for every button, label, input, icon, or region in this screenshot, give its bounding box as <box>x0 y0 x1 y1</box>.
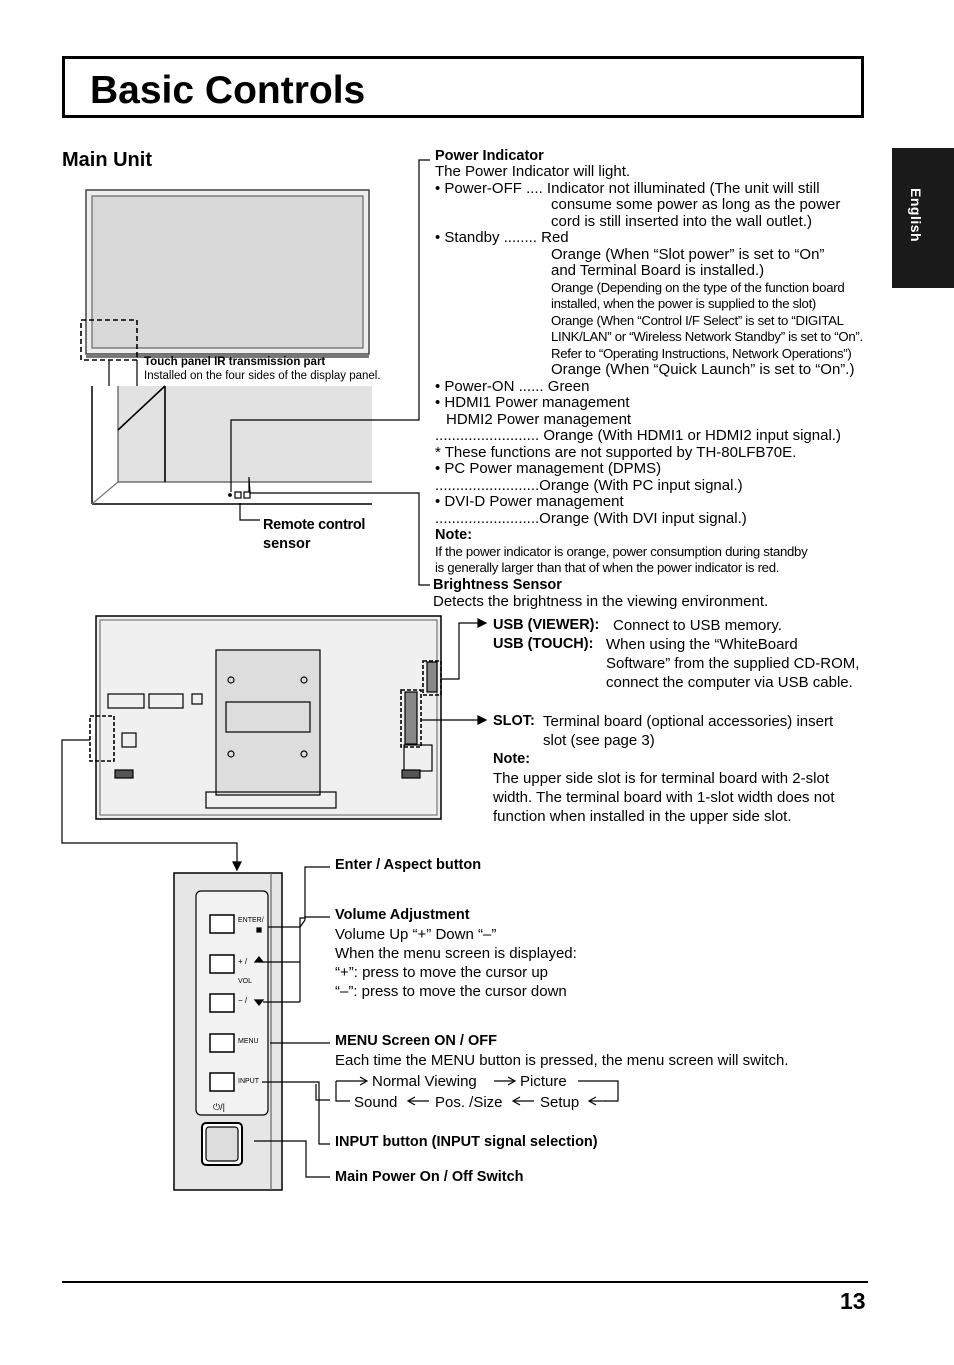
power-indicator-title: Power Indicator <box>435 148 544 164</box>
zoomed-corner-illustration <box>92 386 372 504</box>
menu-button-label: MENU <box>238 1038 259 1045</box>
power-line: • PC Power management (DPMS) <box>435 460 662 477</box>
main-power-switch[interactable] <box>202 1123 242 1165</box>
slot-note-line: width. The terminal board with 1-slot width does not <box>493 789 835 806</box>
power-line: Orange (When “Quick Launch” is set to “On”.) <box>551 361 855 378</box>
cycle-normal-viewing: Normal Viewing <box>372 1073 477 1090</box>
power-line: Orange (When “Control I/F Select” is set to “DIGITAL <box>551 313 844 328</box>
menu-button[interactable] <box>210 1034 234 1052</box>
usb-touch-line: When using the “WhiteBoard <box>606 636 798 653</box>
power-line: ......................... Orange (With HDMI1 or HDMI2 input signal.) <box>435 427 841 444</box>
power-switch-icon: ⏻/| <box>213 1102 225 1112</box>
display-rear-illustration <box>96 616 441 819</box>
power-note-line: is generally larger than that of when the power indicator is red. <box>435 560 780 575</box>
power-note-title: Note: <box>435 527 473 543</box>
power-line: .........................Orange (With DVI input signal.) <box>435 510 747 527</box>
cycle-picture: Picture <box>520 1073 567 1090</box>
input-button-label: INPUT <box>238 1078 259 1085</box>
touch-panel-title: Touch panel IR transmission part <box>144 356 326 368</box>
power-line: • Power-OFF .... Indicator not illuminated (The unit will still <box>435 180 820 197</box>
volume-line: “–”: press to move the cursor down <box>335 983 567 1000</box>
usb-viewer-label: USB (VIEWER): <box>493 617 600 633</box>
power-line: LINK/LAN” or “Wireless Network Standby” is set to “On”. <box>551 329 863 344</box>
page-number: 13 <box>840 1288 866 1314</box>
input-button[interactable] <box>210 1073 234 1091</box>
brightness-sensor-desc: Detects the brightness in the viewing environment. <box>433 593 769 610</box>
power-line: Refer to “Operating Instructions, Network Operations”) <box>551 346 852 361</box>
minus-button-label: − / <box>238 996 248 1005</box>
power-line: and Terminal Board is installed.) <box>551 262 765 279</box>
main-power-title: Main Power On / Off Switch <box>335 1169 524 1185</box>
power-line: Orange (When “Slot power” is set to “On” <box>551 246 825 263</box>
power-line: cord is still inserted into the wall outlet.) <box>551 213 812 230</box>
brightness-sensor-title: Brightness Sensor <box>433 577 562 593</box>
usb-touch-line: Software” from the supplied CD-ROM, <box>606 655 860 672</box>
remote-sensor-label-2: sensor <box>263 536 311 552</box>
plus-button-label: + / <box>238 957 248 966</box>
volume-adjustment-title: Volume Adjustment <box>335 907 470 923</box>
volume-up-button[interactable] <box>210 955 234 973</box>
usb-viewer-text: Connect to USB memory. <box>613 617 782 634</box>
remote-sensor-label-1: Remote control <box>263 517 366 533</box>
power-line: installed, when the power is supplied to the slot) <box>551 296 817 311</box>
usb-touch-line: connect the computer via USB cable. <box>606 674 853 691</box>
footer-rule <box>62 1281 868 1283</box>
slot-label: SLOT: <box>493 713 535 729</box>
enter-button-label: ENTER/ <box>238 917 264 924</box>
usb-touch-label: USB (TOUCH): <box>493 636 594 652</box>
page-title: Basic Controls <box>90 69 366 112</box>
menu-screen-desc: Each time the MENU button is pressed, the menu screen will switch. <box>335 1052 789 1069</box>
vol-label: VOL <box>238 978 253 985</box>
menu-screen-title: MENU Screen ON / OFF <box>335 1033 497 1049</box>
power-line: • Standby ........ Red <box>435 229 569 246</box>
slot-line: slot (see page 3) <box>543 732 655 749</box>
display-front-illustration <box>86 190 369 358</box>
volume-line: “+”: press to move the cursor up <box>335 964 549 981</box>
slot-note-line: function when installed in the upper side slot. <box>493 808 792 825</box>
volume-line: Volume Up “+” Down “–” <box>335 926 497 943</box>
power-line: .........................Orange (With PC input signal.) <box>435 477 743 494</box>
power-line: • DVI-D Power management <box>435 493 624 510</box>
section-title: Main Unit <box>62 149 152 171</box>
cycle-sound: Sound <box>354 1094 398 1111</box>
power-line: The Power Indicator will light. <box>435 163 631 180</box>
cycle-setup: Setup <box>540 1094 580 1111</box>
power-line: HDMI2 Power management <box>446 411 632 428</box>
power-line: consume some power as long as the power <box>551 196 841 213</box>
volume-line: When the menu screen is displayed: <box>335 945 577 962</box>
power-line: * These functions are not supported by TH-80LFB70E. <box>435 444 797 461</box>
slot-note-line: The upper side slot is for terminal board with 2-slot <box>493 770 829 787</box>
enter-aspect-title: Enter / Aspect button <box>335 857 482 873</box>
slot-line: Terminal board (optional accessories) insert <box>543 713 834 730</box>
input-button-title: INPUT button (INPUT signal selection) <box>335 1134 598 1150</box>
volume-down-button[interactable] <box>210 994 234 1012</box>
language-tab-label: English <box>908 188 924 243</box>
power-line: • HDMI1 Power management <box>435 394 630 411</box>
enter-aspect-button[interactable] <box>210 915 234 933</box>
cycle-pos-size: Pos. /Size <box>435 1094 503 1111</box>
power-line: • Power-ON ...... Green <box>435 378 590 395</box>
power-line: Orange (Depending on the type of the function board <box>551 280 845 295</box>
power-note-line: If the power indicator is orange, power consumption during standby <box>435 544 808 559</box>
touch-panel-desc: Installed on the four sides of the display panel. <box>144 370 381 382</box>
slot-note-title: Note: <box>493 751 531 767</box>
